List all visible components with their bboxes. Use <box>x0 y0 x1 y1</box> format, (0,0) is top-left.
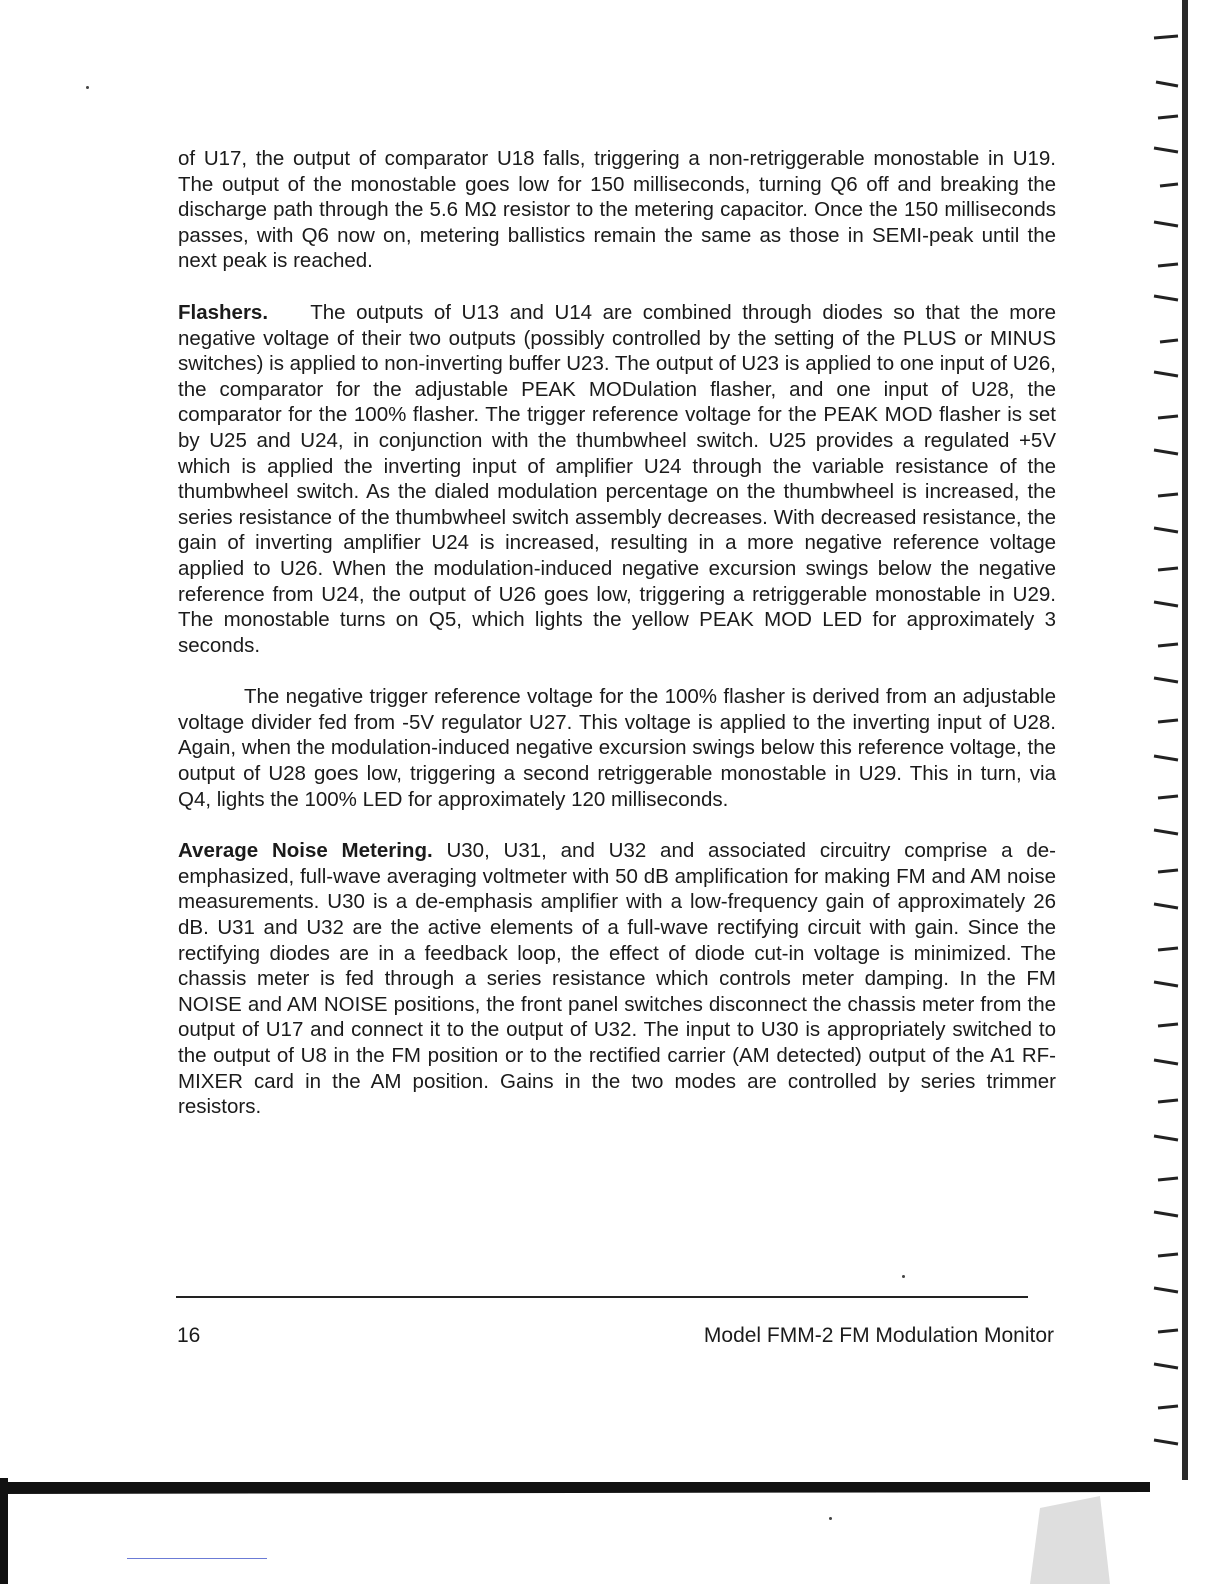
page-number: 16 <box>177 1324 201 1347</box>
document-body <box>178 146 1056 1146</box>
binder-edge-artifact <box>1148 0 1224 1480</box>
scan-edge-artifact <box>0 1478 1224 1584</box>
paragraph-text: of U17, the output of comparator U18 falls, triggering a non-retriggerable monostable in U19. The output of the monostable goes low for 150 milliseconds, turning Q6 off and breaking the discharge path through the 5.6 MΩ resistor to the metering capacitor. Once the 150 milliseconds passes, with Q6 now on, metering ballistics remain the same as those in SEMI-peak until the next peak is reached. <box>178 147 1056 273</box>
paragraph-100-percent-flasher <box>178 684 1056 812</box>
footer-title: Model FMM-2 FM Modulation Monitor <box>703 1324 1054 1347</box>
paragraph-metering-ballistics <box>178 146 1056 274</box>
paragraph-flashers <box>178 300 1056 658</box>
scan-speck <box>829 1517 832 1520</box>
paragraph-text: U30, U31, and U32 and associated circuitry comprise a de-emphasized, full-wave averaging voltmeter with 50 dB amplification for making FM and AM noise measurements. U30 is a de-emphasis amplifier with a low-frequency gain of approximately 26 dB. U31 and U32 are the active elements of a full-wave rectifying circuit with gain. Since the rectifying diodes are in a feedback loop, the effect of diode cut-in voltage is minimized. The chassis meter is fed through a series resistance which controls meter damping. In the FM NOISE and AM NOISE positions, the front panel switches disconnect the chassis meter from the output of U17 and connect it to the output of U32. The input to U30 is appropriately switched to the output of U8 in the FM position or to the rectified carrier (AM detected) output of the A1 RF-MIXER card in the AM position. Gains in the two modes are controlled by series trimmer resistors. <box>178 839 1056 1119</box>
paragraph-average-noise-metering <box>178 838 1056 1120</box>
scan-speck <box>902 1275 905 1278</box>
footer-divider <box>176 1296 1028 1298</box>
paragraph-text: The outputs of U13 and U14 are combined through diodes so that the more negative voltage of their two outputs (possibly controlled by the setting of the PLUS or MINUS switches) is applied to non-inverting buffer U23. The output of U23 is applied to one input of U26, the comparator for the adjustable PEAK MODulation flasher, and one input of U28, the comparator for the 100% flasher. The trigger reference voltage for the PEAK MOD flasher is set by U25 and U24, in conjunction with the thumbwheel switch. U25 provides a regulated +5V which is applied the inverting input of amplifier U24 through the variable resistance of the thumbwheel switch. As the dialed modulation percentage on the thumbwheel is increased, the series resistance of the thumbwheel switch assembly decreases. With decreased resistance, the gain of inverting amplifier U24 is increased, resulting in a more negative reference voltage applied to U26. When the modulation-induced negative excursion swings below the negative reference from U24, the output of U26 goes low, triggering a retriggerable monostable in U29. The monostable turns on Q5, which lights the yellow PEAK MOD LED for approximately 3 seconds. <box>178 300 1056 657</box>
paragraph-text: The negative trigger reference voltage for the 100% flasher is derived from an adjustable voltage divider fed from -5V regulator U27. This voltage is applied to the inverting input of U28. Again, when the modulation-induced negative excursion swings below this reference voltage, the output of U28 goes low, triggering a second retriggerable monostable in U29. This in turn, via Q4, lights the 100% LED for approximately 120 milliseconds. <box>178 685 1056 811</box>
section-heading-average-noise-metering: Average Noise Metering. <box>178 839 433 863</box>
scan-speck <box>86 86 89 89</box>
scan-underline-artifact <box>127 1558 267 1559</box>
section-heading-flashers: Flashers. <box>178 300 269 324</box>
